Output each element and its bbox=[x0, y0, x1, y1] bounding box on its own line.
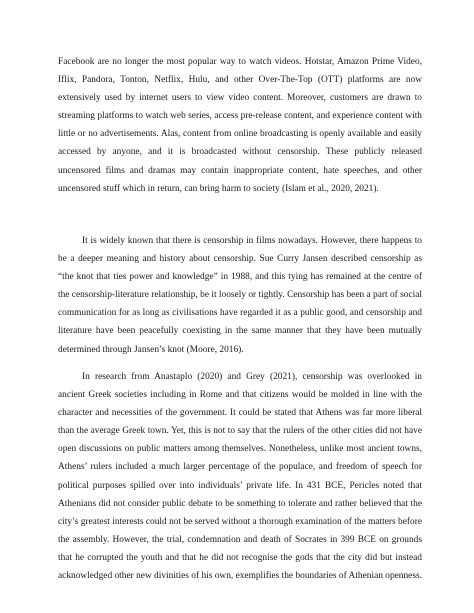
text-line: “the knot that ties power and knowledge” in 1988, and this tying has remained at the centre of bbox=[58, 272, 422, 283]
text-line: Athenians did not consider public debate to be something to tolerate and rather believed that the bbox=[58, 498, 422, 509]
text-line: open discussions on public matters among themselves. Nonetheless, unlike most ancient towns, bbox=[58, 444, 422, 455]
text-line: Athens’ rulers included a much larger percentage of the populace, and freedom of speech for bbox=[58, 462, 422, 473]
text-line: ancient Greek societies including in Rome and that citizens would be molded in line with the bbox=[58, 390, 422, 401]
text-line: political purposes spilled over into individuals’ private life. In 431 BCE, Pericles noted that bbox=[58, 480, 422, 491]
text-line: streaming platforms to watch web series, access pre-release content, and experience content with bbox=[58, 111, 422, 122]
text-line: city’s greatest interests could not be served without a thorough examination of the matters before bbox=[58, 516, 422, 527]
text-line: Facebook are no longer the most popular way to watch videos. Hotstar, Amazon Prime Video, bbox=[58, 57, 422, 67]
text-line: uncensored films and dramas may contain inappropriate content, hate speeches, and other bbox=[58, 165, 422, 176]
text-line: the censorship-literature relationship, be it loosely or tightly. Censorship has been a part of social bbox=[58, 290, 422, 301]
text-line: uncensored stuff which in return, can bring harm to society (Islam et al., 2020, 2021). bbox=[58, 183, 379, 194]
text-line: In research from Anastaplo (2020) and Grey (2021), censorship was overlooked in bbox=[82, 372, 422, 382]
text-line: accessed by anyone, and it is broadcasted without censorship. These publicly released bbox=[58, 147, 422, 158]
text-line: character and necessities of the government. It could be stated that Athens was far more liberal bbox=[58, 408, 422, 419]
text-line: acknowledged other new divinities of his own, exemplifies the boundaries of Athenian openness. bbox=[58, 571, 422, 582]
text-line: little or no advertisements. Alas, content from online broadcasting is openly available and easily bbox=[58, 129, 422, 140]
text-line: that he corrupted the youth and that he did not recognise the gods that the city did but instead bbox=[58, 552, 422, 563]
text-line: extensively used by internet users to view video content. Moreover, customers are drawn to bbox=[58, 93, 422, 104]
text-line: determined through Jansen’s knot (Moore, 2016). bbox=[58, 344, 244, 355]
paragraph-ott-platforms bbox=[58, 53, 422, 198]
text-line: the assembly. However, the trial, condemnation and death of Socrates in 399 BCE on grounds bbox=[58, 534, 422, 545]
text-line: Iflix, Pandora, Tonton, Netflix, Hulu, and other Over-The-Top (OTT) platforms are now bbox=[58, 75, 422, 86]
paragraph-ancient-greece bbox=[58, 368, 422, 585]
text-line: than the average Greek town. Yet, this is not to say that the rulers of the other cities did not have bbox=[58, 426, 422, 437]
text-line: be a deeper meaning and history about censorship. Sue Curry Jansen described censorship as bbox=[58, 254, 422, 265]
text-line: communication for as long as civilisations have regarded it as a public good, and censorship and bbox=[58, 308, 422, 319]
text-line: literature have been peacefully coexisting in the same manner that they have been mutually bbox=[58, 326, 422, 337]
paragraph-censorship-history bbox=[58, 232, 422, 359]
text-line: It is widely known that there is censorship in films nowadays. However, there happens to bbox=[82, 236, 422, 246]
